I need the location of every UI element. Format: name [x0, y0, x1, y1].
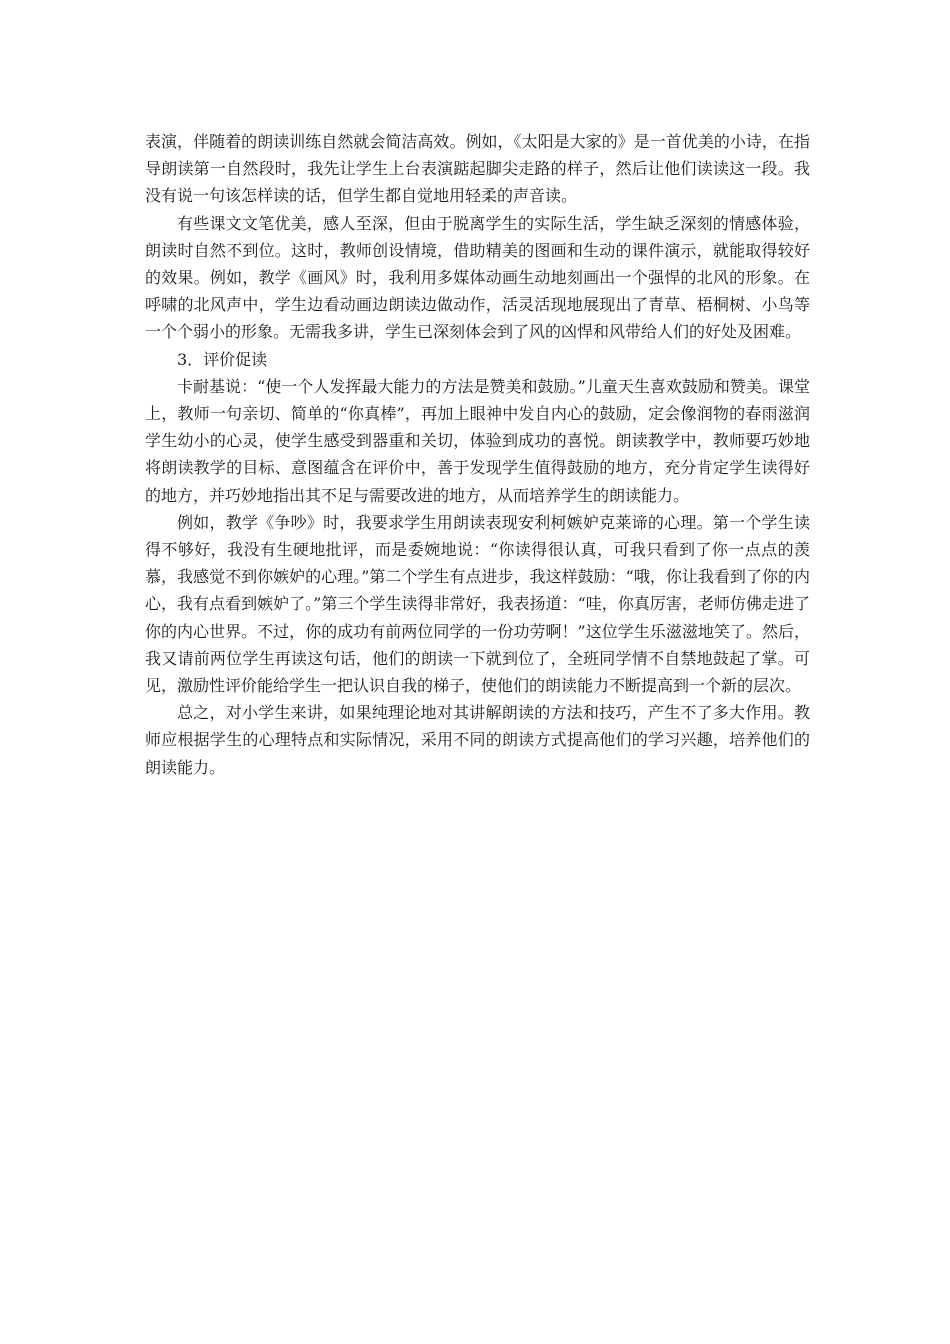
paragraph-conclusion: 总之，对小学生来讲，如果纯理论地对其讲解朗读的方法和技巧，产生不了多大作用。教师应根据学生的心理特点和实际情况，采用不同的朗读方式提高他们的学习兴趣，培养他们的朗读能力。	[145, 703, 810, 777]
paragraph-performance-reading: 表演，伴随着的朗读训练自然就会简洁高效。例如，《太阳是大家的》是一首优美的小诗，在指导朗读第一自然段时，我先让学生上台表演踮起脚尖走路的样子，然后让他们读读这一段。我没有说一句该怎样读的话，但学生都自觉地用轻柔的声音读。	[145, 132, 810, 206]
section-heading-evaluation: 3．评价促读	[177, 349, 268, 369]
paragraph-carnegie-quote: 卡耐基说：“使一个人发挥最大能力的方法是赞美和鼓励。”儿童天生喜欢鼓励和赞美。课堂上，教师一句亲切、简单的“你真棒”，再加上眼神中发自内心的鼓励，定会像润物的春雨滋润学生幼小的心灵，使学生感受到器重和关切，体验到成功的喜悦。朗读教学中，教师要巧妙地将朗读教学的目标、意图蕴含在评价中，善于发现学生值得鼓励的地方，充分肯定学生读得好的地方，并巧妙地指出其不足与需要改进的地方，从而培养学生的朗读能力。	[145, 376, 810, 505]
paragraph-quarrel-example: 例如，教学《争吵》时，我要求学生用朗读表现安利柯嫉妒克莱谛的心理。第一个学生读得不够好，我没有生硬地批评，而是委婉地说：“你读得很认真，可我只看到了你一点点的羡慕，我感觉不到你嫉妒的心理。”第二个学生有点进步，我这样鼓励：“哦，你让我看到了你的内心，我有点看到嫉妒了。”第三个学生读得非常好，我表扬道：“哇，你真厉害，老师仿佛走进了你的内心世界。不过，你的成功有前两位同学的一份功劳啊！”这位学生乐滋滋地笑了。然后，我又请前两位学生再读这句话，他们的朗读一下就到位了，全班同学情不自禁地鼓起了掌。可见，激励性评价能给学生一把认识自我的梯子，使他们的朗读能力不断提高到一个新的层次。	[145, 512, 810, 696]
document-body	[145, 128, 810, 781]
paragraph-situational-reading: 有些课文文笔优美，感人至深，但由于脱离学生的实际生活，学生缺乏深刻的情感体验，朗读时自然不到位。这时，教师创设情境，借助精美的图画和生动的课件演示，就能取得较好的效果。例如，教学《画风》时，我利用多媒体动画生动地刻画出一个强悍的北风的形象。在呼啸的北风声中，学生边看动画边朗读边做动作，活灵活现地展现出了青草、梧桐树、小鸟等一个个弱小的形象。无需我多讲，学生已深刻体会到了风的凶悍和风带给人们的好处及困难。	[145, 213, 810, 342]
